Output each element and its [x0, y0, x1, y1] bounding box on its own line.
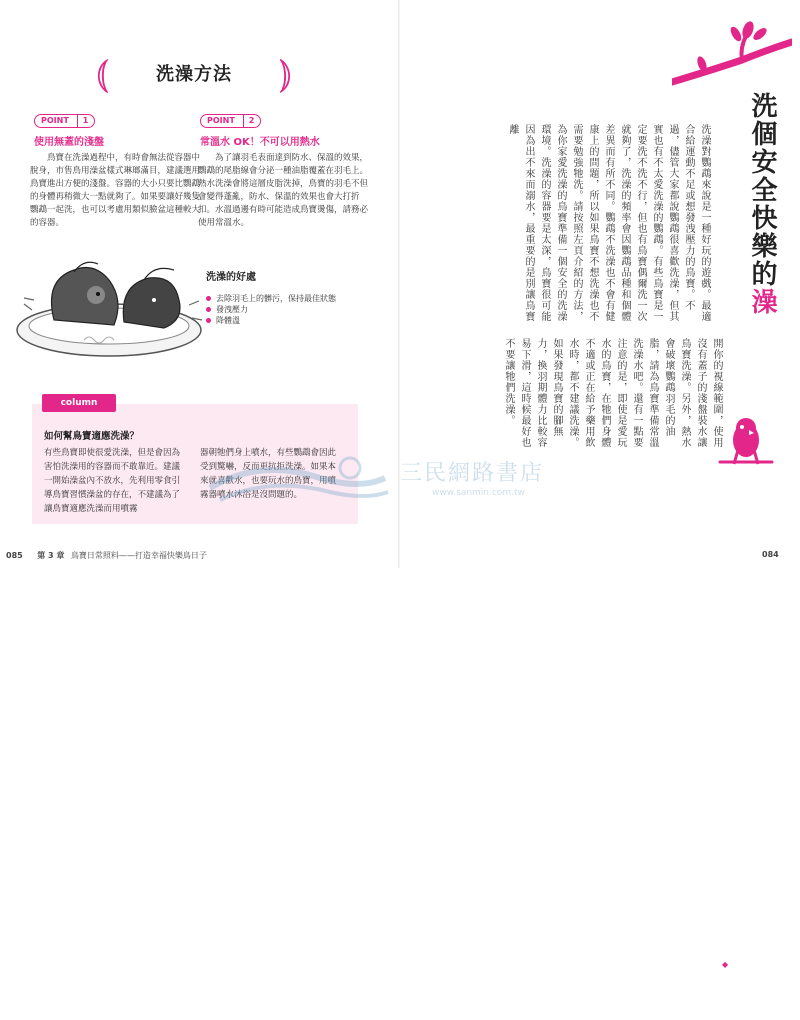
benefits-title: 洗澡的好處: [206, 272, 256, 283]
point2-tag: [200, 114, 261, 128]
right-bracket-decoration: ⦆: [278, 50, 292, 96]
column-tag: column: [42, 394, 116, 412]
pink-bird-icon: [716, 410, 776, 470]
chapter-title: 鳥寶日常照料——打造幸福快樂鳥日子: [70, 551, 207, 560]
parrots-bathing-illustration: [14, 250, 214, 360]
benefit-item: 降體溫: [206, 315, 376, 326]
left-bracket-decoration: ⦅: [96, 50, 110, 96]
watermark-logo: [200, 448, 390, 518]
point1-tag-label: POINT: [41, 116, 69, 125]
watermark-text: 三民網路書店: [400, 461, 545, 486]
point1-body: 鳥寶在洗澡過程中，有時會無法從容器中脫身，市售鳥用澡盆樣式琳瑯滿目，建議選用鳥寶進出方便的淺盤。容器的大小只要比鸚鵡的身體再稍微大一點就夠了。如果要讓好幾隻鸚鵡一起洗，也可以考慮用類似臉盆這種較大的容器。: [30, 153, 201, 228]
chapter-label: 第 3 章: [37, 551, 65, 560]
column-text-right: 器朝牠們身上噴水，有些鸚鵡會因此受到驚嚇，反而更抗拒洗澡。如果本來就喜歡水，也要玩水的鳥寶，用噴霧器噴水沐浴是沒問題的。: [200, 448, 337, 500]
section-title: 洗澡方法: [156, 64, 232, 85]
point2-body: 為了讓羽毛表面達到防水、保溫的效果，鸚鵡的尾脂線會分泌一種油脂覆蓋在羽毛上。熱水洗澡會將這層皮脂洗掉，鳥寶的羽毛不但會變得蓬亂，防水、保溫的效果也會大打折扣。水溫過邊有時可能造成鳥寶燙傷，請務必使用常溫水。: [198, 153, 369, 228]
branch-leaves-decoration: [672, 20, 792, 90]
column-text-left: 有些鳥寶即使很愛洗澡，但是會因為害怕洗澡用的容器而不敢靠近。建議一開始澡盆內不放水，先利用零食引導鳥寶習慣澡盆的存在，不建議為了讓鳥寶適應洗澡而用噴霧: [44, 448, 181, 514]
benefit-item: 去除羽毛上的髒污，保持最佳狀態: [206, 293, 376, 304]
bird-icon: ◆: [722, 960, 729, 969]
side-vertical-text: 開你的視線範圍，使用沒有蓋子的淺盤裝水讓鳥寶洗澡。另外，熱水會破壞鸚鵡羽毛的油脂，請為鳥寶準備常溫洗澡水吧。還有一點要注意的是，即使是愛玩水的鳥寶，在牠們身體不適或正在給予藥用飲水時，都不建議洗澡。如果發現鳥寶的腳無力，換羽期體力比較容易下滑，這時候最好也不要讓牠們洗澡。: [503, 338, 722, 448]
column-title: 如何幫鳥寶適應洗澡？: [44, 431, 140, 442]
page-title-main: 洗個安全快樂的: [747, 92, 777, 288]
right-page-number: 084: [762, 550, 779, 559]
page-title-highlight: 澡: [747, 288, 777, 316]
point1-tag-number: 1: [77, 115, 89, 127]
left-footer: [6, 550, 729, 969]
page-title: [742, 92, 782, 316]
watermark-url: www.sanmin.com.tw: [432, 488, 525, 498]
point1-tag: [34, 114, 95, 128]
benefit-item: 發洩壓力: [206, 304, 376, 315]
bath-benefits: [206, 268, 376, 326]
point2-tag-number: 2: [243, 115, 255, 127]
point2-title: 常溫水 OK！不可以用熱水: [200, 137, 320, 148]
left-page-number: 085: [6, 551, 23, 560]
watermark: [200, 448, 580, 518]
point1-title: 使用無蓋的淺盤: [34, 137, 104, 148]
main-vertical-text: 洗澡對鸚鵡來說是一種好玩的遊戲。最適合給運動不足或想發洩壓力的鳥寶。不過，儘管大家都說鸚鵡很喜歡洗澡，但其實也有不太愛洗澡的鸚鵡。有些鳥寶是一定要洗不洗不行，但也有鳥寶偶爾洗一次就夠了，洗澡的頻率會因鸚鵡品種和個體差異而有所不同。鸚鵡不洗澡也不會有健康上的問題，所以如果鳥寶不想洗澡也不需要勉強牠洗。請按照左頁介紹的方法，為你家愛洗澡的鳥寶準備一個安全的洗澡環境。洗澡的容器要是太深，鳥寶很可能因為出不來而溺水，最重要的是別讓鳥寶離: [507, 124, 710, 322]
point2-tag-label: POINT: [207, 116, 235, 125]
section-title-box: [96, 44, 292, 106]
